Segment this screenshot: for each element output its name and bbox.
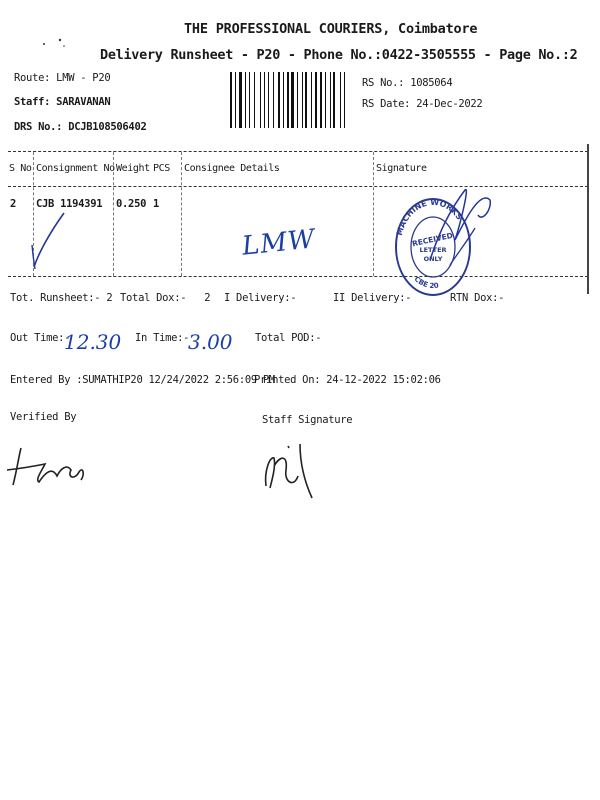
barcode-bar <box>318 72 319 128</box>
barcode-bar <box>299 72 301 128</box>
stamp-center-line2: LETTER <box>419 246 447 254</box>
barcode-bar <box>340 72 341 128</box>
barcode-bar <box>325 72 326 128</box>
barcode-bar <box>283 72 284 128</box>
barcode-bar <box>260 72 261 128</box>
barcode-bar <box>268 72 269 128</box>
barcode-bar <box>270 72 272 128</box>
rs-date-value: 24-Dec-2022 <box>416 98 483 110</box>
total-dox-label: Total Dox:- <box>120 292 187 304</box>
barcode-bar <box>285 72 286 128</box>
barcode-bar <box>233 72 234 128</box>
verifier-signature <box>5 440 95 500</box>
staff-signature <box>258 436 318 516</box>
staff-label: Staff: <box>14 96 51 108</box>
in-time-label: In Time:- <box>135 332 190 344</box>
barcode-bar <box>251 72 253 128</box>
row-pcs: 1 <box>153 198 160 210</box>
col-divider <box>181 152 182 276</box>
barcode-bar <box>249 72 251 128</box>
header-consignee-details: Consignee Details <box>184 163 280 174</box>
row-consignment-no: CJB 1194391 <box>36 198 103 210</box>
barcode-bar <box>275 72 278 128</box>
total-dox <box>120 292 210 304</box>
barcode-bar <box>290 72 291 128</box>
stamp-center-line1: RECEIVED <box>411 230 454 249</box>
rs-date-label: RS Date: <box>362 98 411 110</box>
col-divider <box>373 152 374 276</box>
second-delivery: II Delivery:- <box>333 292 412 304</box>
row-weight: 0.250 <box>116 198 147 210</box>
barcode-bar <box>313 72 314 128</box>
barcode-bar <box>245 72 246 128</box>
barcode-bar <box>243 72 244 128</box>
barcode-bar <box>344 72 346 128</box>
barcode-bar <box>235 72 236 128</box>
out-time-label: Out Time:- <box>10 332 71 344</box>
barcode-bar <box>254 72 255 128</box>
rtn-dox: RTN Dox:- <box>450 292 505 304</box>
barcode-bar <box>295 72 296 128</box>
first-delivery: I Delivery:- <box>224 292 297 304</box>
stamp-top-text: MACHINE WORKS <box>394 197 465 237</box>
barcode-bar <box>346 72 347 128</box>
staff-value: SARAVANAN <box>56 96 111 108</box>
rs-date-row <box>362 98 482 110</box>
rs-no-value: 1085064 <box>410 77 453 89</box>
in-time-handwriting: 3.00 <box>188 330 233 354</box>
route-row <box>14 72 110 84</box>
route-label: Route: <box>14 72 51 84</box>
barcode-bar <box>332 72 333 128</box>
printed-on: Printed On: 24-12-2022 15:02:06 <box>254 374 441 386</box>
barcode-bar <box>308 72 310 128</box>
barcode-bar <box>266 72 267 128</box>
barcode-bar <box>264 72 266 128</box>
header-sno: S No <box>9 163 32 174</box>
barcode-bar <box>256 72 259 128</box>
barcode-bar <box>230 72 232 128</box>
table-top-rule <box>8 151 588 152</box>
barcode-bar <box>333 72 335 128</box>
barcode-bar <box>302 72 303 128</box>
rs-no-row <box>362 77 452 89</box>
drs-row <box>14 121 147 133</box>
staff-signature-label: Staff Signature <box>262 414 353 426</box>
drs-value: DCJB108506402 <box>68 121 147 133</box>
consignee-handwriting: LMW <box>240 224 317 262</box>
barcode-bar <box>239 72 242 128</box>
barcode-bar <box>262 72 263 128</box>
header-pcs: PCS <box>153 163 170 174</box>
total-runsheet: Tot. Runsheet:- 2 <box>10 292 113 304</box>
header-signature: Signature <box>376 163 427 174</box>
header-weight: Weight <box>116 163 150 174</box>
row-sno: 2 <box>10 198 17 210</box>
drs-label: DRS No.: <box>14 121 63 133</box>
out-time-handwriting: 12.30 <box>64 330 122 354</box>
barcode-bar <box>278 72 280 128</box>
stamp-center-line3: ONLY <box>423 255 443 263</box>
staff-row <box>14 96 110 108</box>
barcode-bar <box>281 72 282 128</box>
barcode-bar <box>247 72 248 128</box>
company-title: THE PROFESSIONAL COURIERS, Coimbatore <box>184 21 478 37</box>
barcode-bar <box>315 72 318 128</box>
stamp-bottom-text: CBE 20 <box>412 274 440 291</box>
rs-no-label: RS No.: <box>362 77 405 89</box>
total-dox-value: 2 <box>204 292 211 304</box>
checkmark-icon <box>20 205 80 275</box>
barcode-bar <box>323 72 324 128</box>
barcode-bar <box>237 72 239 128</box>
runsheet-subtitle: Delivery Runsheet - P20 - Phone No.:0422-3505555 - Page No.:2 <box>100 47 578 63</box>
header-consignment-no: Consignment No <box>36 163 115 174</box>
entered-by: Entered By :SUMATHIP20 12/24/2022 2:56:09 PM <box>10 374 275 386</box>
receiver-signature <box>420 170 500 280</box>
barcode-bar <box>297 72 298 128</box>
barcode-bar <box>320 72 322 128</box>
table-bottom-rule <box>8 276 588 277</box>
barcode-bar <box>291 72 294 128</box>
scan-specks <box>40 32 80 52</box>
barcode-bar <box>342 72 343 128</box>
total-pod-label: Total POD:- <box>255 332 322 344</box>
route-value: LMW - P20 <box>56 72 111 84</box>
verified-by-label: Verified By <box>10 411 77 423</box>
barcode-bar <box>336 72 339 128</box>
barcode-bar <box>327 72 329 128</box>
barcode <box>230 72 348 128</box>
barcode-bar <box>311 72 312 128</box>
barcode-bar <box>273 72 274 128</box>
barcode-bar <box>305 72 307 128</box>
barcode-bar <box>330 72 331 128</box>
col-divider <box>587 144 589 294</box>
barcode-bar <box>304 72 305 128</box>
barcode-bar <box>287 72 289 128</box>
table-header-rule <box>8 186 588 187</box>
